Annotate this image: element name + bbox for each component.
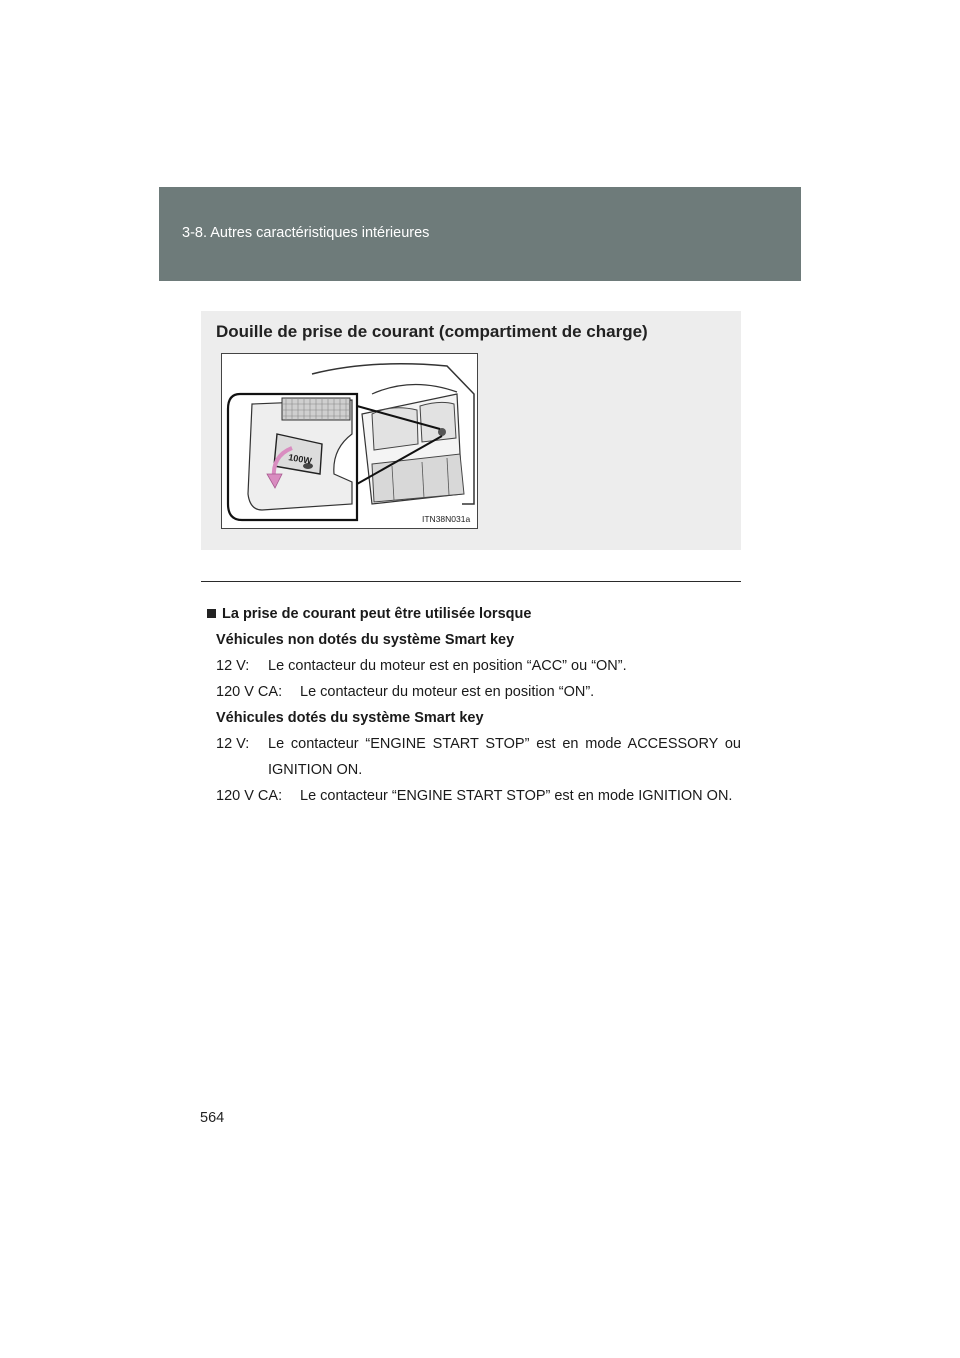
- figure-panel: [201, 311, 741, 550]
- page-number: 564: [200, 1110, 225, 1126]
- square-bullet-icon: [207, 609, 216, 618]
- usage-heading: [206, 601, 741, 627]
- voltage-label: 120 V CA:: [216, 788, 283, 804]
- group1-12v-row: [206, 653, 741, 679]
- group2-12v-row: [206, 731, 741, 783]
- group-smart-key-title: Véhicules dotés du système Smart key: [216, 710, 484, 726]
- image-code: ITN38N031a: [422, 514, 471, 524]
- usage-heading-text: La prise de courant peut être utilisée lorsque: [222, 606, 532, 622]
- group2-120v-row: [206, 783, 741, 809]
- socket-wattage-label: 100W: [287, 452, 313, 467]
- figure-title: Douille de prise de courant (compartiment de charge): [216, 322, 648, 341]
- section-title: 3-8. Autres caractéristiques intérieures: [182, 225, 430, 241]
- condition-text: Le contacteur “ENGINE START STOP” est en mode ACCESSORY ou IGNITION ON.: [268, 736, 741, 778]
- group-no-smart-key-title: Véhicules non dotés du système Smart key: [216, 632, 515, 648]
- voltage-label: 12 V:: [216, 658, 250, 674]
- usage-conditions: [206, 601, 741, 809]
- condition-text: Le contacteur “ENGINE START STOP” est en mode IGNITION ON.: [300, 788, 733, 804]
- section-divider: [201, 581, 741, 582]
- section-header-band: [159, 187, 801, 281]
- condition-text: Le contacteur du moteur est en position “ACC” ou “ON”.: [268, 658, 627, 674]
- voltage-label: 12 V:: [216, 736, 250, 752]
- cargo-socket-illustration: [221, 353, 478, 529]
- group1-120v-row: [206, 679, 741, 705]
- condition-text: Le contacteur du moteur est en position “ON”.: [300, 684, 595, 700]
- voltage-label: 120 V CA:: [216, 684, 283, 700]
- cargo-area-drawing: [222, 354, 477, 528]
